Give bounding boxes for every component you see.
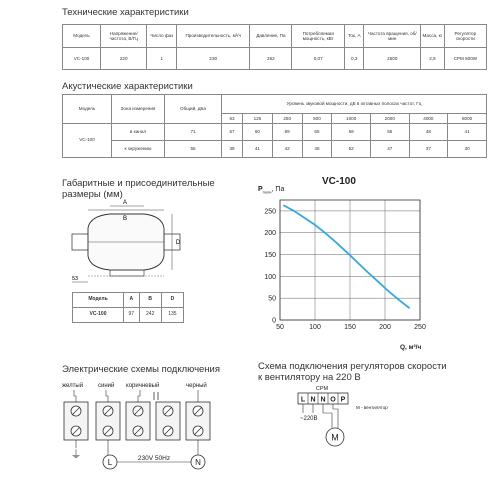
acoustic-zone: в канал [112,123,165,140]
dimensions-cell: VC-100 [73,308,124,323]
regulator-terminal-label: N [320,396,326,404]
chart-xtick-label: 50 [276,324,284,331]
acoustic-zone: к окружению [112,140,165,157]
spec-cell: 220 [101,48,147,70]
regulator-title [258,361,447,383]
chart-point [283,205,284,206]
chart-ylabel-sub: полн [262,189,272,195]
acoustic-value: 47 [370,140,409,157]
dimensions-table [72,292,184,323]
acoustic-value: 30 [448,140,487,157]
spec-header: Напряжение/ частота, В/Гц [101,25,147,48]
acoustic-value: 65 [302,123,332,140]
chart-title: VC-100 [322,176,356,187]
dim-label-a: A [122,200,128,206]
wire [106,390,108,402]
spec-cell: CPM 500W [444,48,486,70]
spec-cell: 230 [177,48,250,70]
acoustic-value: 39 [222,140,243,157]
spec-cell: 0,07 [292,48,344,70]
regulator-supply-label: ~220В [300,416,318,422]
band-label: 125 [243,114,273,124]
dimensions-header: B [139,293,161,308]
wire-label: желтый [62,383,84,389]
wiring-title: Электрические схемы подключения [62,364,221,375]
regulator-device-label: CPM [315,386,329,392]
chart-svg [250,190,430,340]
chart-point [294,211,295,212]
band-label: 500 [302,114,332,124]
acoustic-header: Модель [63,95,112,124]
wire [323,404,332,428]
spec-header-row [63,25,487,48]
wire-label: синий [98,383,115,389]
dimensions-title-line: Габаритные и присоединительные [62,178,215,189]
acoustic-row [63,123,487,140]
chart-ytick-label: 250 [264,208,276,216]
chart-xtick-label: 200 [379,324,391,331]
spec-data-row [63,48,487,70]
chart-ylabel-main: P [258,186,263,193]
ground-icon: ⏚ [70,449,82,461]
acoustic-header: Зона измерения [112,95,165,124]
spec-header: Ток, А [344,25,364,48]
chart-ytick-label: 50 [268,295,276,303]
acoustic-value: 48 [409,123,448,140]
motor-note: М - вентилятор [356,405,388,410]
spec-header: Давление, Па [250,25,292,48]
regulator-terminal-label: L [300,396,306,404]
spec-cell: VC-100 [63,48,101,70]
spec-header: Потребляемая мощность, кВт [292,25,344,48]
regulator-terminal-label: N [310,396,316,404]
spec-header: Масса, кг [421,25,445,48]
chart-ytick-label: 150 [264,252,276,260]
wire-label: коричневый [126,383,160,389]
chart-point [304,217,305,218]
chart-point [388,291,389,292]
dimensions-row [73,308,184,323]
acoustic-value: 69 [272,123,302,140]
spec-cell: 2,9 [421,48,445,70]
dimensions-header: Модель [73,293,124,308]
dimensions-title-line: размеры (мм) [62,189,123,200]
spec-header: Модель [63,25,101,48]
chart-point [409,308,410,309]
regulator-title-line: к вентилятору на 220 В [258,372,361,383]
wire [74,390,76,402]
acoustic-title: Акустические характеристики [62,81,193,92]
fan-drawing [60,198,200,288]
spec-header: Частота вращения, об/мин [364,25,421,48]
acoustic-row [63,140,487,157]
chart-ytick-label: 0 [272,317,276,325]
acoustic-value: 37 [409,140,448,157]
acoustic-value: 42 [272,140,302,157]
acoustic-value: 41 [243,140,273,157]
wire-label: черный [186,383,207,389]
band-label: 2000 [370,114,409,124]
dimensions-title [62,178,215,200]
acoustic-model: VC-100 [63,123,112,157]
acoustic-value: 41 [448,123,487,140]
band-label: 63 [222,114,243,124]
chart-ylabel-unit: , Па [271,186,285,193]
n-label: N [195,458,201,467]
spec-table [62,24,487,70]
chart-xtick-label: 250 [414,324,426,331]
regulator-terminal-label: O [330,396,336,404]
spec-cell: 262 [250,48,292,70]
band-label: 4000 [409,114,448,124]
dimensions-cell: 242 [139,308,161,323]
spec-cell: 0,3 [344,48,364,70]
chart-point [399,300,400,301]
wire [138,390,140,402]
wire [333,404,338,428]
dim-label-b: B [122,216,128,222]
acoustic-header-row [63,95,487,114]
spec-cell: 1 [147,48,177,70]
chart-ytick-label: 200 [264,230,276,238]
acoustic-header: Уровень звуковой мощности, дБ в октавных полосах частот, Гц [222,95,487,114]
chart-xtick-label: 150 [344,324,356,331]
band-label: 250 [272,114,302,124]
chart-point [357,262,358,263]
acoustic-total: 71 [165,123,222,140]
regulator-title-line: Схема подключения регуляторов скорости [258,361,447,372]
regulator-terminal-label: P [340,396,346,404]
acoustic-value: 52 [332,140,371,157]
acoustic-header: Общий, дБа [165,95,222,124]
regulator-diagram [290,383,410,458]
chart-point [346,252,347,253]
spec-cell: 2500 [364,48,421,70]
spec-header: Производительность, м³/ч [177,25,250,48]
dimensions-header-row [73,293,184,308]
acoustic-total: 55 [165,140,222,157]
wiring-diagram [58,378,228,473]
dimensions-cell: 135 [161,308,183,323]
chart-xlabel: Q, м³/ч [400,344,422,351]
band-label: 1000 [332,114,371,124]
dim-label-d: D [175,240,181,246]
chart-point [325,233,326,234]
spec-header: Число фаз [147,25,177,48]
l-label: L [107,458,113,467]
motor-label: M [331,432,339,443]
spec-header: Регулятор скорости [444,25,486,48]
acoustic-value: 60 [243,123,273,140]
chart-point [336,242,337,243]
acoustic-value: 57 [222,123,243,140]
chart-xtick-label: 100 [309,324,321,331]
acoustic-value: 55 [370,123,409,140]
dimensions-header: A [124,293,140,308]
chart-series-line [284,205,410,308]
chart-ytick-label: 100 [264,273,276,281]
band-label: 8000 [448,114,487,124]
supply-label: 230V 50Hz [137,455,171,462]
chart-point [378,281,379,282]
dimensions-header: D [161,293,183,308]
chart-point [315,224,316,225]
acoustic-value: 48 [302,140,332,157]
acoustic-table [62,94,487,158]
acoustic-value: 59 [332,123,371,140]
dim-label-53: 53 [72,276,79,282]
chart-point [367,272,368,273]
dimensions-cell: 97 [124,308,140,323]
spec-title: Технические характеристики [62,7,189,18]
